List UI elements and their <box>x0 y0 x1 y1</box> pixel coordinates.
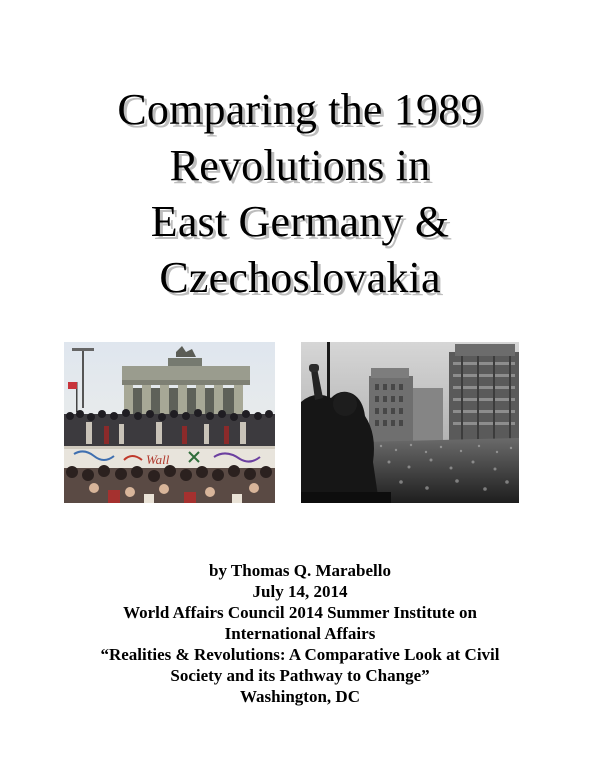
title-line-1: Comparing the 1989 <box>117 85 483 134</box>
title-line-2: Revolutions in <box>169 141 431 190</box>
theme-line-2: Society and its Pathway to Change” <box>170 666 430 685</box>
institute-line-2: International Affairs <box>224 624 376 643</box>
title-line-4: Czechoslovakia <box>159 253 441 302</box>
institute-line-1: World Affairs Council 2014 Summer Institute on <box>123 603 477 622</box>
author-line: by Thomas Q. Marabello <box>209 561 391 580</box>
brandenburg-gate-illustration <box>64 342 275 503</box>
prague-crowd-photo <box>301 342 519 503</box>
wall-graffiti-text: Wall <box>146 452 170 467</box>
theme-line-1: “Realities & Revolutions: A Comparative Look at Civil <box>100 645 500 664</box>
date-line: July 14, 2014 <box>252 582 348 601</box>
location-line: Washington, DC <box>240 687 360 706</box>
wenceslas-square-illustration <box>301 342 519 503</box>
title-block <box>0 82 600 306</box>
brandenburg-gate-photo <box>64 342 275 503</box>
title-line-3: East Germany & <box>150 197 450 246</box>
byline-block <box>0 560 600 707</box>
